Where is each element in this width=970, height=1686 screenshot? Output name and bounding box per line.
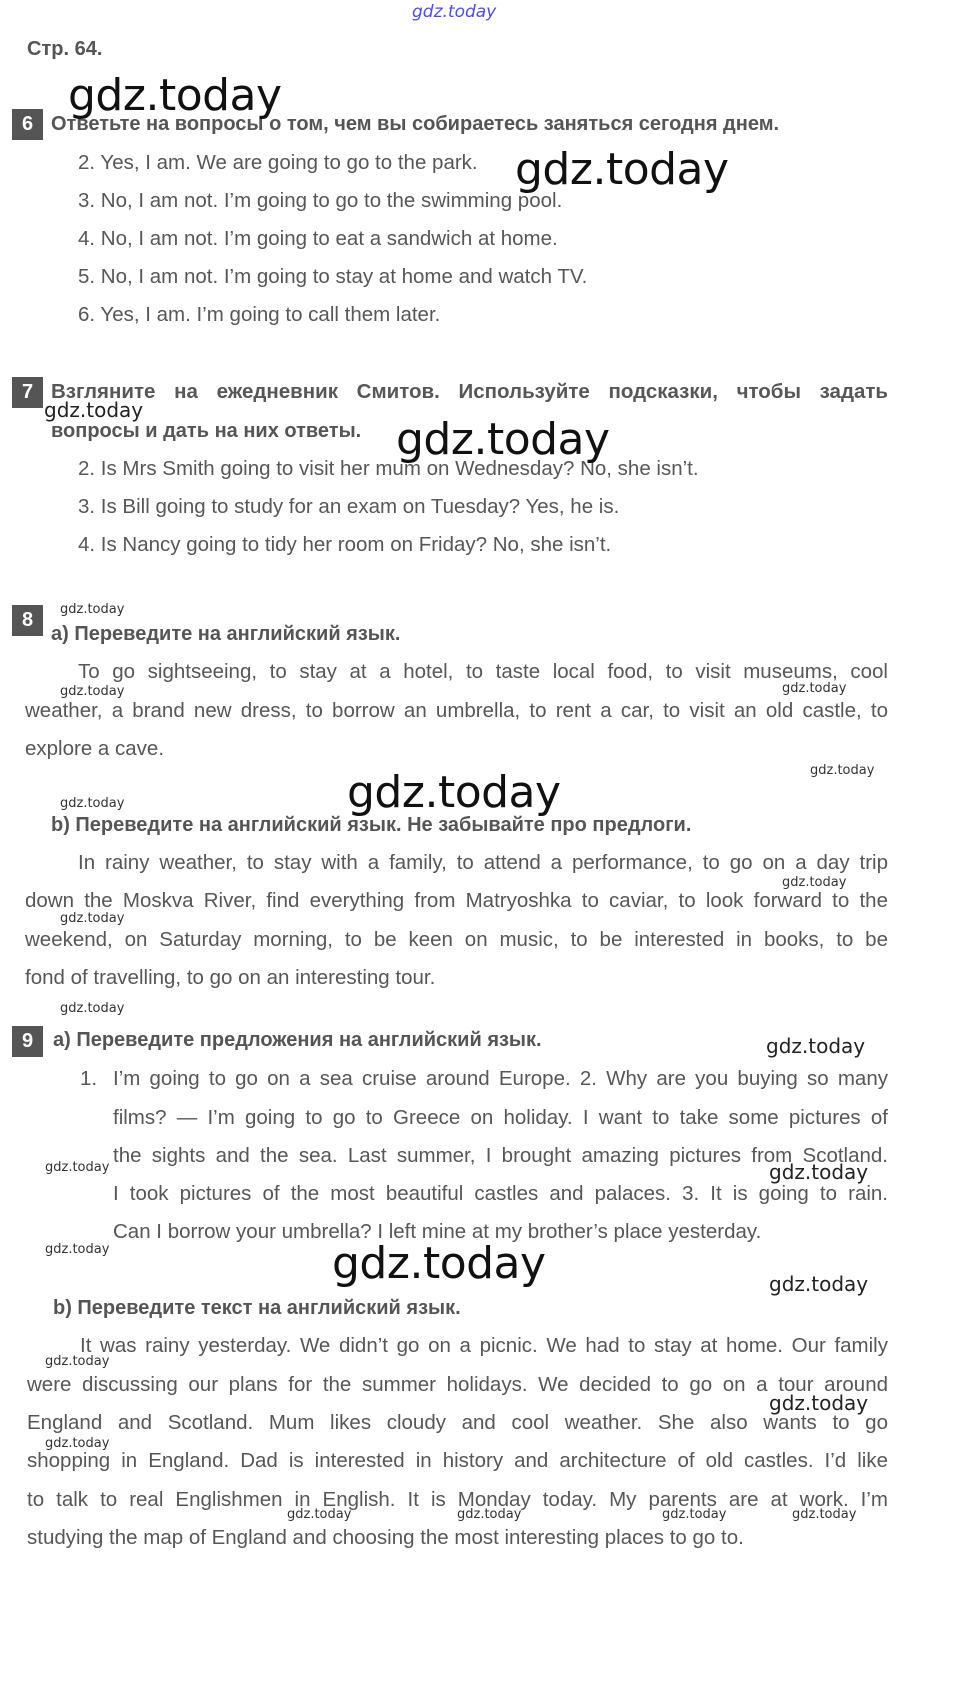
exercise-8b-line: weekend, on Saturday morning, to be keen on music, to be interested in books, to be — [25, 928, 888, 951]
watermark-small: gdz.today — [810, 763, 875, 778]
watermark-small: gdz.today — [45, 1242, 110, 1257]
exercise-6-line: 5. No, I am not. I’m going to stay at home and watch TV. — [78, 265, 588, 288]
watermark-medium: gdz.today — [769, 1160, 869, 1184]
watermark-top: gdz.today — [412, 2, 497, 22]
exercise-7-heading-continued: вопросы и дать на них ответы. — [51, 420, 362, 442]
watermark-small: gdz.today — [287, 1507, 352, 1522]
watermark-medium: gdz.today — [769, 1391, 869, 1415]
exercise-6-number: 6 — [12, 109, 43, 140]
exercise-9a-line: films? — I’m going to go to Greece on holiday. I want to take some pictures of — [113, 1106, 888, 1129]
watermark-small: gdz.today — [792, 1507, 857, 1522]
watermark-large: gdz.today — [347, 767, 561, 818]
exercise-8a-heading: a) Переведите на английский язык. — [51, 623, 401, 645]
exercise-7-line: 2. Is Mrs Smith going to visit her mum on Wednesday? No, she isn’t. — [78, 457, 699, 480]
exercise-6-line: 3. No, I am not. I’m going to go to the swimming pool. — [78, 189, 563, 212]
exercise-9b-line: England and Scotland. Mum likes cloudy and cool weather. She also wants to go — [27, 1411, 888, 1434]
exercise-9a-line: I’m going to go on a sea cruise around Europe. 2. Why are you buying so many — [113, 1067, 888, 1090]
exercise-9a-line: Can I borrow your umbrella? I left mine at my brother’s place yesterday. — [113, 1220, 762, 1243]
exercise-9b-line: shopping in England. Dad is interested in history and architecture of old castles. I’d like — [27, 1449, 888, 1472]
watermark-small: gdz.today — [60, 796, 125, 811]
exercise-7-heading: Взгляните на ежедневник Смитов. Используйте подсказки, чтобы задать — [51, 380, 888, 403]
exercise-8a-line: explore a cave. — [25, 737, 165, 760]
watermark-small: gdz.today — [60, 911, 125, 926]
watermark-medium: gdz.today — [44, 398, 144, 422]
watermark-small: gdz.today — [662, 1507, 727, 1522]
page-label: Стр. 64. — [27, 38, 103, 60]
watermark-small: gdz.today — [60, 1001, 125, 1016]
exercise-9a-line: the sights and the sea. Last summer, I brought amazing pictures from Scotland. — [113, 1144, 888, 1167]
exercise-7-line: 3. Is Bill going to study for an exam on Tuesday? Yes, he is. — [78, 495, 620, 518]
exercise-8a-line: weather, a brand new dress, to borrow an umbrella, to rent a car, to visit an old castle, to — [25, 699, 888, 722]
watermark-small: gdz.today — [45, 1160, 110, 1175]
exercise-9b-line: were discussing our plans for the summer holidays. We decided to go on a tour around — [27, 1373, 888, 1396]
exercise-9b-heading: b) Переведите текст на английский язык. — [53, 1297, 461, 1319]
watermark-small: gdz.today — [457, 1507, 522, 1522]
watermark-medium: gdz.today — [766, 1034, 866, 1058]
watermark-large: gdz.today — [515, 144, 729, 195]
exercise-8b-heading: b) Переведите на английский язык. Не забывайте про предлоги. — [51, 814, 692, 836]
watermark-small: gdz.today — [782, 681, 847, 696]
exercise-8b-line: down the Moskva River, find everything from Matryoshka to caviar, to look forward to the — [25, 889, 888, 912]
exercise-9b-line: studying the map of England and choosing the most interesting places to go to. — [27, 1526, 744, 1549]
exercise-9a-heading: a) Переведите предложения на английский язык. — [53, 1029, 542, 1051]
watermark-small: gdz.today — [60, 684, 125, 699]
exercise-9a-line: I took pictures of the most beautiful castles and palaces. 3. It is going to rain. — [113, 1182, 888, 1205]
watermark-medium: gdz.today — [769, 1272, 869, 1296]
exercise-6-line: 2. Yes, I am. We are going to go to the park. — [78, 151, 478, 174]
exercise-8-number: 8 — [12, 605, 43, 636]
exercise-6-heading: Ответьте на вопросы о том, чем вы собираетесь заняться сегодня днем. — [51, 113, 780, 135]
exercise-8b-line: In rainy weather, to stay with a family, to attend a performance, to go on a day trip — [78, 851, 888, 874]
watermark-large: gdz.today — [396, 414, 610, 465]
watermark-small: gdz.today — [45, 1354, 110, 1369]
exercise-7-line: 4. Is Nancy going to tidy her room on Friday? No, she isn’t. — [78, 533, 612, 556]
exercise-8a-line: To go sightseeing, to stay at a hotel, to taste local food, to visit museums, cool — [78, 660, 888, 683]
watermark-small: gdz.today — [60, 602, 125, 617]
watermark-large: gdz.today — [68, 70, 282, 121]
exercise-6-line: 6. Yes, I am. I’m going to call them later. — [78, 303, 441, 326]
exercise-9b-line: It was rainy yesterday. We didn’t go on a picnic. We had to stay at home. Our family — [80, 1334, 888, 1357]
watermark-small: gdz.today — [45, 1436, 110, 1451]
watermark-small: gdz.today — [782, 875, 847, 890]
exercise-9b-line: to talk to real Englishmen in English. It is Monday today. My parents are at work. I’m — [27, 1488, 888, 1511]
watermark-large: gdz.today — [332, 1238, 546, 1289]
exercise-8b-line: fond of travelling, to go on an interesting tour. — [25, 966, 436, 989]
exercise-7-number: 7 — [12, 377, 43, 408]
exercise-6-line: 4. No, I am not. I’m going to eat a sandwich at home. — [78, 227, 558, 250]
exercise-9a-marker: 1. — [80, 1067, 98, 1090]
exercise-9-number: 9 — [12, 1026, 43, 1057]
